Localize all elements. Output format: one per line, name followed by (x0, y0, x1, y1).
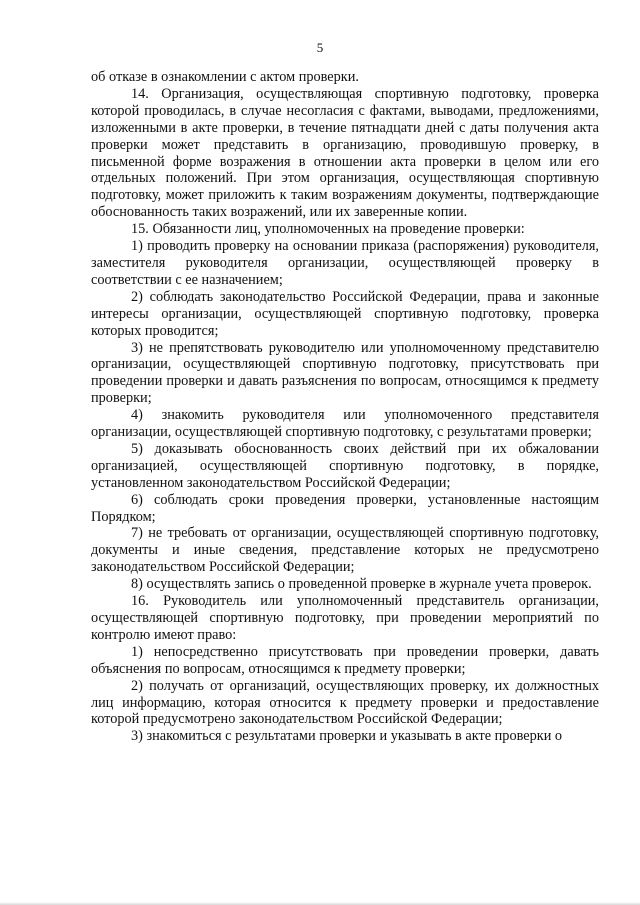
paragraph: 15. Обязанности лиц, уполномоченных на проведение проверки: (131, 221, 525, 238)
paragraph: 1) непосредственно присутствовать при проведении проверки, давать объяснения по вопросам, относящимся к предмету проверки; (91, 643, 599, 677)
paragraph: 4) знакомить руководителя или уполномоченного представителя организации, осуществляющей спортивную подготовку, с результатами проверки; (91, 407, 599, 441)
paragraph: 14. Организация, осуществляющая спортивную подготовку, проверка которой проводилась, в случае несогласия с фактами, выводами, предложениями, изложенными в акте проверки, в течение пятнадцати дней с даты получения акта проверки может представить в организацию, проводившую проверку, в письменной форме возражения в отношении акта проверки в целом или его отдельных положений. При этом организация, осуществляющая спортивную подготовку, может приложить к таким возражениям документы, подтверждающие обоснованность таких возражений, или их заверенные копии. (91, 85, 599, 221)
paragraph: 8) осуществлять запись о проведенной проверке в журнале учета проверок. (131, 576, 592, 593)
paragraph: 2) получать от организаций, осуществляющих проверку, их должностных лиц информацию, которая относится к предмету проверки и предоставление которой предусмотрено законодательством Российской Федерации; (91, 677, 599, 728)
paragraph: 16. Руководитель или уполномоченный представитель организации, осуществляющей спортивную подготовку, при проведении мероприятий по контролю имеют право: (91, 593, 599, 643)
paragraph: 1) проводить проверку на основании приказа (распоряжения) руководителя, заместителя руководителя организации, осуществляющей проверку в соответствии с ее назначением; (91, 238, 599, 288)
document-text (91, 69, 599, 745)
page-number: 5 (316, 40, 324, 55)
paragraph: 3) не препятствовать руководителю или уполномоченному представителю организации, осуществляющей спортивную подготовку, присутствовать при проведении проверки и давать разъяснения по вопросам, относящимся к предмету проверки; (91, 339, 599, 407)
paragraph: 6) соблюдать сроки проведения проверки, установленные настоящим Порядком; (91, 491, 599, 525)
paragraph: 3) знакомиться с результатами проверки и указывать в акте проверки о (131, 728, 563, 745)
paragraph: 2) соблюдать законодательство Российской Федерации, права и законные интересы организации, осуществляющей спортивную подготовку, проверка которых проводится; (91, 288, 599, 339)
paragraph: 7) не требовать от организации, осуществляющей спортивную подготовку, документы и иные сведения, представление которых не предусмотрено законодательством Российской Федерации; (91, 525, 599, 576)
paragraph: 5) доказывать обоснованность своих действий при их обжаловании организацией, осуществляющей спортивную подготовку, в порядке, установленном законодательством Российской Федерации; (91, 440, 599, 491)
paragraph: об отказе в ознакомлении с актом проверки. (91, 69, 359, 85)
